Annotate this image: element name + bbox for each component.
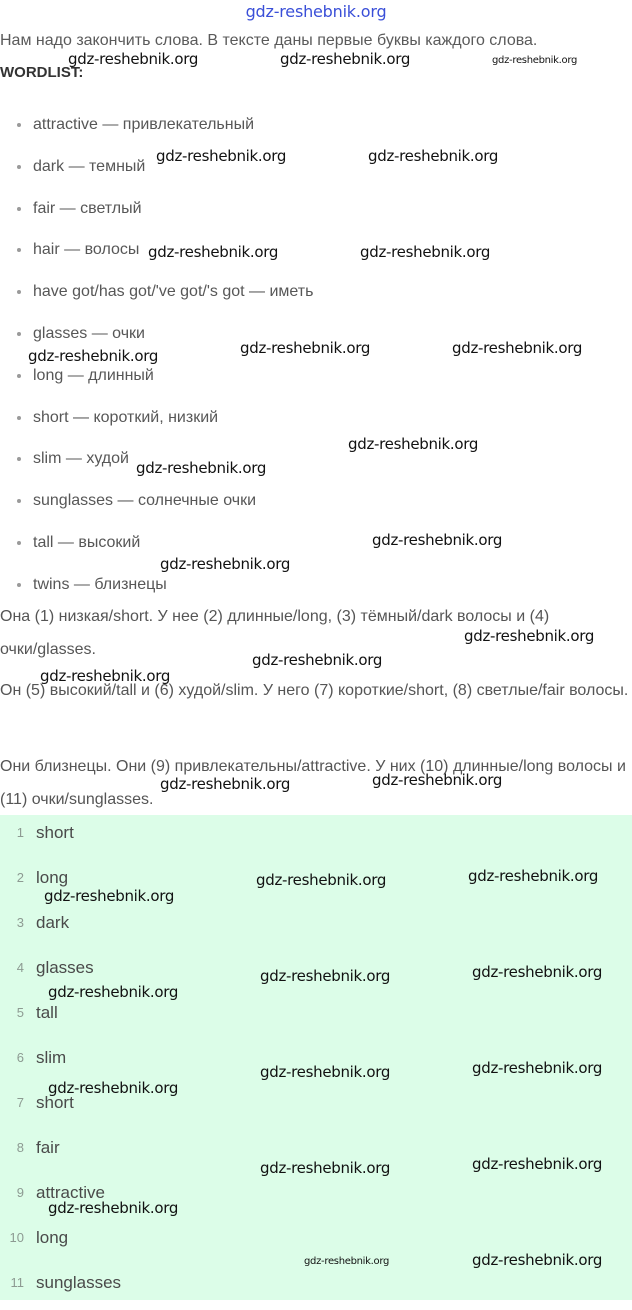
bullet-icon <box>17 290 21 294</box>
watermark: gdz-reshebnik.org <box>48 1079 179 1097</box>
watermark: gdz-reshebnik.org <box>156 147 287 165</box>
watermark: gdz-reshebnik.org <box>160 775 291 793</box>
watermark: gdz-reshebnik.org <box>472 1155 603 1173</box>
answer-text: slim <box>36 1048 67 1067</box>
bullet-icon <box>17 416 21 420</box>
wordlist-item: twins — близнецы <box>0 564 632 606</box>
watermark: gdz-reshebnik.org <box>44 887 175 905</box>
wordlist-item: attractive — привлекательный <box>0 104 632 146</box>
answer-number: 3 <box>16 915 24 930</box>
wordlist-item: hair — волосы <box>0 229 632 271</box>
watermark: gdz-reshebnik.org <box>28 347 159 365</box>
watermark: gdz-reshebnik.org <box>48 1199 179 1217</box>
watermark: gdz-reshebnik.org <box>368 147 499 165</box>
watermark: gdz-reshebnik.org <box>372 531 503 549</box>
wordlist-item: fair — светлый <box>0 188 632 230</box>
watermark: gdz-reshebnik.org <box>148 243 279 261</box>
watermark: gdz-reshebnik.org <box>348 435 479 453</box>
paragraph: Он (5) высокий/tall и (6) худой/slim. У него (7) короткие/short, (8) светлые/fair волосы. <box>0 682 629 699</box>
answer-text: fair <box>36 1138 60 1157</box>
watermark: gdz-reshebnik.org <box>48 983 179 1001</box>
watermark: gdz-reshebnik.org <box>472 1251 603 1269</box>
wordlist-item: long — длинный <box>0 355 632 397</box>
answer-text: sunglasses <box>36 1273 122 1292</box>
watermark: gdz-reshebnik.org <box>256 871 387 889</box>
answer-text: long <box>36 1228 69 1247</box>
watermark: gdz-reshebnik.org <box>468 867 599 885</box>
bullet-icon <box>17 374 21 378</box>
wordlist-item: sunglasses — солнечные очки <box>0 480 632 522</box>
answer-number: 7 <box>16 1095 24 1110</box>
watermark: gdz-reshebnik.org <box>260 967 391 985</box>
bullet-icon <box>17 248 21 252</box>
answer-item <box>0 995 632 1040</box>
watermark: gdz-reshebnik.org <box>136 459 267 477</box>
answer-number: 8 <box>16 1140 24 1155</box>
answer-number: 2 <box>16 870 24 885</box>
watermark: gdz-reshebnik.org <box>360 243 491 261</box>
watermark: gdz-reshebnik.org <box>160 555 291 573</box>
answer-text: short <box>36 1093 74 1112</box>
bullet-icon <box>17 123 21 127</box>
answer-number: 4 <box>16 960 24 975</box>
wordlist-heading: WORDLIST: <box>0 64 84 81</box>
answer-number: 6 <box>16 1050 24 1065</box>
bullet-icon <box>17 541 21 545</box>
answer-number: 11 <box>10 1275 24 1290</box>
wordlist-item: tall — высокий <box>0 522 632 564</box>
wordlist-item: short — короткий, низкий <box>0 397 632 439</box>
watermark: gdz-reshebnik.org <box>252 651 383 669</box>
bullet-icon <box>17 499 21 503</box>
answer-number: 5 <box>16 1005 24 1020</box>
watermark: gdz-reshebnik.org <box>240 339 371 357</box>
answer-item <box>0 815 632 860</box>
watermark: gdz-reshebnik.org <box>40 667 171 685</box>
watermark: gdz-reshebnik.org <box>452 339 583 357</box>
bullet-icon <box>17 457 21 461</box>
bullet-icon <box>17 583 21 587</box>
answer-item <box>0 1265 632 1310</box>
answer-text: long <box>36 868 69 887</box>
answer-text: tall <box>36 1003 58 1022</box>
bullet-icon <box>17 207 21 211</box>
wordlist-item: dark — темный <box>0 146 632 188</box>
task-instruction: Нам надо закончить слова. В тексте даны первые буквы каждого слова. <box>0 32 538 49</box>
answer-text: short <box>36 823 74 842</box>
watermark: gdz-reshebnik.org <box>372 771 503 789</box>
answer-text: glasses <box>36 958 94 977</box>
watermark: gdz-reshebnik.org <box>260 1159 391 1177</box>
answer-number: 10 <box>9 1230 24 1245</box>
wordlist-item: slim — худой <box>0 438 632 480</box>
answer-number: 1 <box>16 825 24 840</box>
answer-number: 9 <box>16 1185 24 1200</box>
bullet-icon <box>17 165 21 169</box>
watermark: gdz-reshebnik.org <box>492 55 578 66</box>
paragraph: Она (1) низкая/short. У нее (2) длинные/long, (3) тёмный/dark волосы и (4) очки/glasses. <box>0 608 550 658</box>
wordlist-item: glasses — очки <box>0 313 632 355</box>
watermark: gdz-reshebnik.org <box>472 963 603 981</box>
watermark: gdz-reshebnik.org <box>280 50 411 68</box>
answer-item <box>0 905 632 950</box>
watermark: gdz-reshebnik.org <box>68 50 199 68</box>
watermark: gdz-reshebnik.org <box>472 1059 603 1077</box>
watermark: gdz-reshebnik.org <box>260 1063 391 1081</box>
answer-text: attractive <box>36 1183 105 1202</box>
watermark: gdz-reshebnik.org <box>304 1256 390 1267</box>
bullet-icon <box>17 332 21 336</box>
paragraph: Они близнецы. Они (9) привлекательны/attractive. У них (10) длинные/long волосы и (11) очки/sunglasses. <box>0 758 626 808</box>
site-header-link[interactable]: gdz-reshebnik.org <box>245 2 387 21</box>
wordlist-item: have got/has got/'ve got/'s got — иметь <box>0 271 632 313</box>
answer-text: dark <box>36 913 70 932</box>
watermark: gdz-reshebnik.org <box>464 627 595 645</box>
